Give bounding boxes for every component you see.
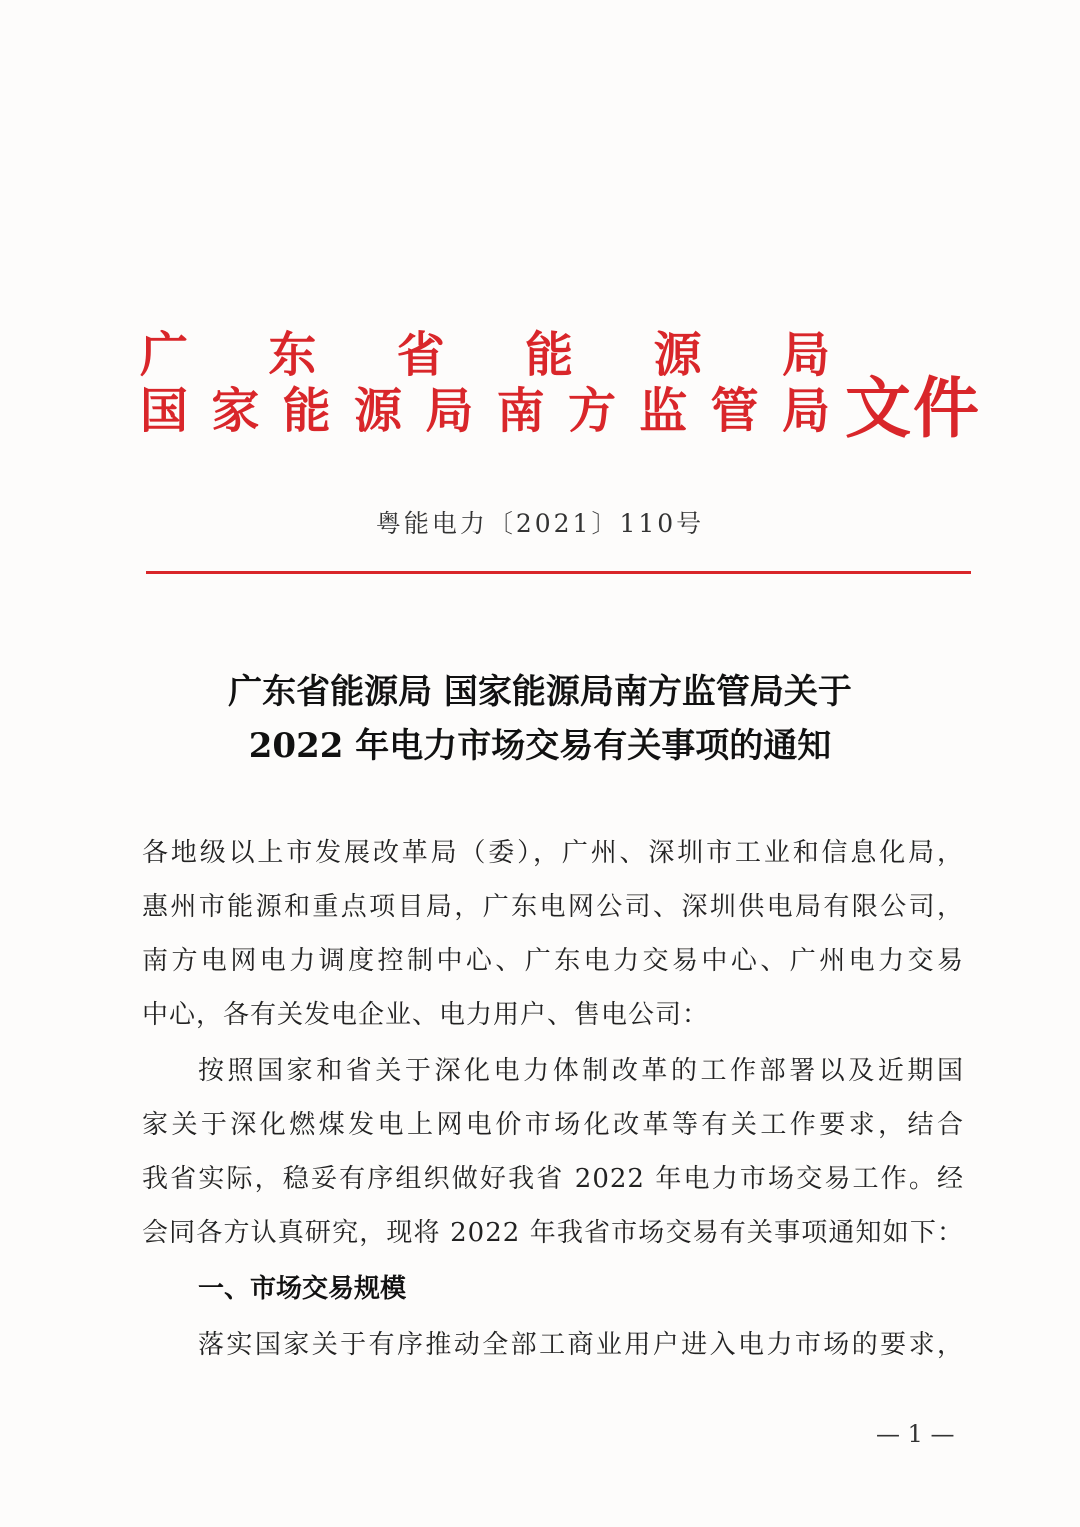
page-number: — 1 — [876,1420,955,1448]
paragraph-line: 落实国家关于有序推动全部工商业用户进入电力市场的要求， [198,1330,964,1360]
issuer-char: 广 [140,327,189,383]
red-divider [146,571,971,574]
issuer-char: 源 [353,383,402,439]
paragraph-line: 我省实际，稳妥有序组织做好我省 2022 年电力市场交易工作。经 [142,1164,964,1194]
issuer-char: 源 [653,327,702,383]
issuer-char: 管 [710,383,759,439]
issuer-char: 东 [268,327,317,383]
addressee-line: 惠州市能源和重点项目局，广东电网公司、深圳供电局有限公司， [142,892,964,922]
addressee-line: 中心，各有关发电企业、电力用户、售电公司： [142,1000,710,1030]
issuer-char: 国 [140,383,189,439]
doc-number: 粤能电力〔2021〕110号 [375,509,705,538]
issuer-char: 省 [396,327,445,383]
paragraph-line: 按照国家和省关于深化电力体制改革的工作部署以及近期国 [198,1056,964,1086]
issuer-name-line1 [140,325,830,385]
issuer-char: 方 [567,383,616,439]
issuer-char: 能 [282,383,331,439]
paragraph-line: 会同各方认真研究，现将 2022 年我省市场交易有关事项通知如下： [142,1218,964,1248]
paragraph-line: 家关于深化燃煤发电上网电价市场化改革等有关工作要求，结合 [142,1110,964,1140]
issuer-char: 家 [211,383,260,439]
issuer-char: 监 [639,383,688,439]
issuer-char: 局 [425,383,474,439]
doc-title-line1: 广东省能源局 国家能源局南方监管局关于 [228,672,852,712]
section-heading: 一、市场交易规模 [198,1274,407,1304]
addressee-line: 南方电网电力调度控制中心、广东电力交易中心、广州电力交易 [142,946,964,976]
issuer-char: 局 [781,327,830,383]
issuer-char: 南 [496,383,545,439]
issuer-name-line2 [140,381,830,441]
doc-title-line2: 2022 年电力市场交易有关事项的通知 [248,726,832,766]
addressee-line: 各地级以上市发展改革局（委），广州、深圳市工业和信息化局， [142,838,964,868]
issuer-char: 局 [781,383,830,439]
issuer-char: 能 [525,327,574,383]
doc-type-label: 文件 [845,369,981,447]
